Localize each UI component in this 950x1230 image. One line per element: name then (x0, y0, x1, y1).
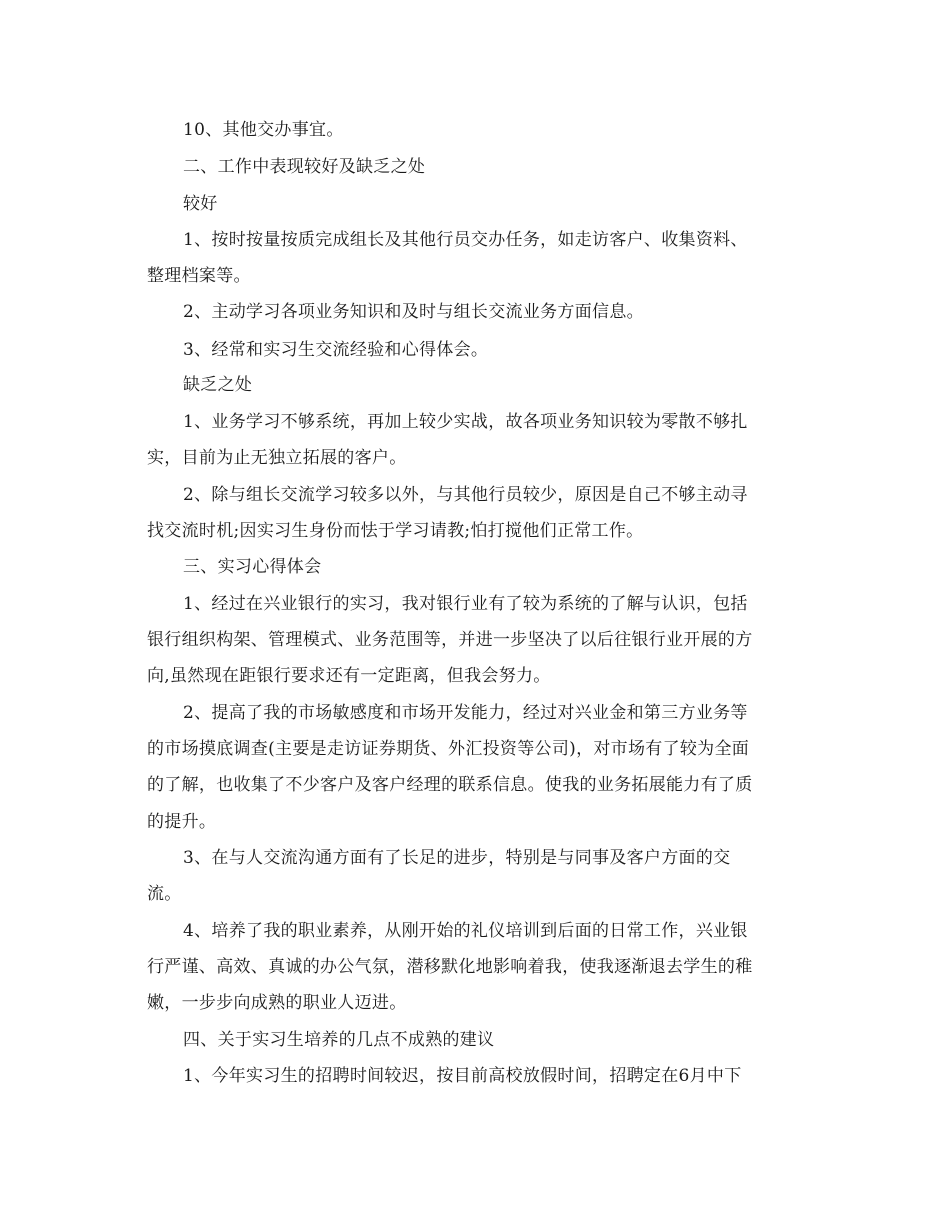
text-line: 1、经过在兴业银行的实习，我对银行业有了较为系统的了解与认识，包括 (183, 594, 748, 614)
text-line: 找交流时机;因实习生身份而怯于学习请教;怕打搅他们正常工作。 (147, 521, 644, 541)
text-line: 流。 (147, 884, 182, 904)
text-line: 的了解，也收集了不少客户及客户经理的联系信息。使我的业务拓展能力有了质 (147, 775, 753, 795)
text-line: 3、经常和实习生交流经验和心得体会。 (183, 340, 489, 360)
section-heading: 二、工作中表现较好及缺乏之处 (183, 157, 426, 177)
text-line: 1、业务学习不够系统，再加上较少实战，故各项业务知识较为零散不够扎 (183, 412, 748, 432)
text-line: 的市场摸底调查(主要是走访证券期货、外汇投资等公司)，对市场有了较为全面 (147, 739, 750, 759)
text-line: 的提升。 (147, 812, 217, 832)
text-line: 2、主动学习各项业务知识和及时与组长交流业务方面信息。 (183, 302, 644, 322)
subheading: 较好 (183, 194, 218, 214)
text-line: 嫩，一步步向成熟的职业人迈进。 (147, 993, 407, 1013)
text-line: 实，目前为止无独立拓展的客户。 (147, 448, 407, 468)
text-line: 行严谨、高效、真诚的办公气氛，潜移默化地影响着我，使我逐渐退去学生的稚 (147, 957, 753, 977)
subheading: 缺乏之处 (183, 375, 253, 395)
text-line: 3、在与人交流沟通方面有了长足的进步，特别是与同事及客户方面的交 (183, 848, 731, 868)
text-line: 向,虽然现在距银行要求还有一定距离，但我会努力。 (147, 666, 551, 686)
text-line: 2、除与组长交流学习较多以外，与其他行员较少，原因是自己不够主动寻 (183, 485, 748, 505)
text-line: 4、培养了我的职业素养，从刚开始的礼仪培训到后面的日常工作，兴业银 (183, 921, 748, 941)
text-line: 1、按时按量按质完成组长及其他行员交办任务，如走访客户、收集资料、 (183, 230, 748, 250)
text-line: 2、提高了我的市场敏感度和市场开发能力，经过对兴业金和第三方业务等 (183, 703, 748, 723)
section-heading: 三、实习心得体会 (183, 557, 322, 577)
text-line: 10、其他交办事宜。 (183, 120, 344, 140)
text-line: 银行组织构架、管理模式、业务范围等，并进一步坚决了以后往银行业开展的方 (147, 630, 753, 650)
text-line: 整理档案等。 (147, 266, 251, 286)
text-line: 1、今年实习生的招聘时间较迟，按目前高校放假时间，招聘定在6月中下 (183, 1066, 742, 1086)
section-heading: 四、关于实习生培养的几点不成熟的建议 (183, 1030, 495, 1050)
